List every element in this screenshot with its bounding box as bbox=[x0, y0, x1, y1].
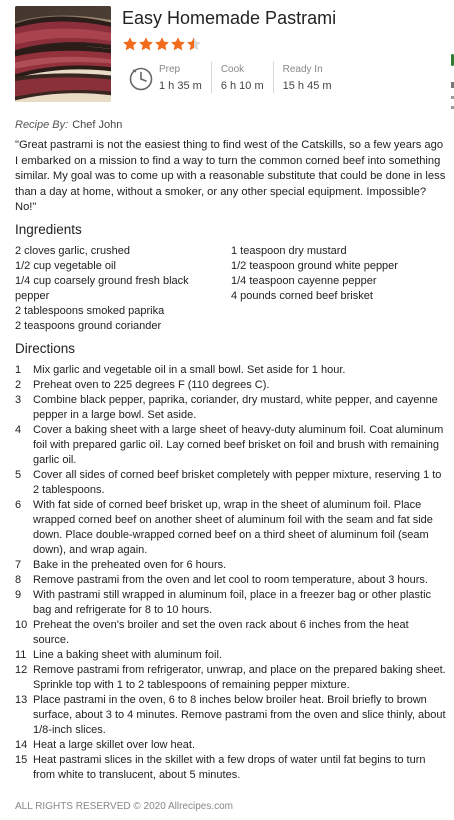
cook-time bbox=[211, 62, 273, 93]
clipped-logo-icon bbox=[450, 54, 454, 120]
ingredient-item: 1/2 cup vegetable oil bbox=[15, 260, 116, 272]
cook-time-label: Cook bbox=[220, 64, 245, 75]
ingredient-item: 1/4 teaspoon cayenne pepper bbox=[231, 275, 377, 287]
star-rating bbox=[122, 36, 202, 52]
step-number: 2 bbox=[15, 379, 22, 391]
direction-step bbox=[15, 753, 447, 783]
ready-time bbox=[273, 62, 341, 93]
prep-time bbox=[154, 62, 211, 93]
directions-heading: Directions bbox=[15, 341, 76, 356]
ingredient-item: 1/4 cup coarsely ground fresh black pepper bbox=[15, 275, 189, 302]
step-number: 3 bbox=[15, 394, 22, 406]
ingredients-column-right bbox=[231, 244, 398, 334]
direction-step bbox=[15, 423, 447, 468]
direction-step bbox=[15, 648, 447, 663]
step-number: 8 bbox=[15, 574, 22, 586]
recipe-photo bbox=[15, 6, 111, 102]
direction-step bbox=[15, 618, 447, 648]
step-number: 7 bbox=[15, 559, 22, 571]
direction-step bbox=[15, 363, 447, 378]
clock-icon bbox=[128, 66, 154, 92]
ingredients-column-left bbox=[15, 244, 215, 334]
direction-step bbox=[15, 378, 447, 393]
step-text: Bake in the preheated oven for 6 hours. bbox=[33, 559, 227, 571]
direction-step bbox=[15, 693, 447, 738]
step-text: Heat a large skillet over low heat. bbox=[33, 739, 196, 751]
step-number: 15 bbox=[15, 754, 28, 766]
step-text: Heat pastrami slices in the skillet with a few drops of water until fat begins to turn from white to translucent, about 5 minutes. bbox=[33, 754, 426, 781]
star-icon bbox=[138, 36, 154, 52]
step-text: Place pastrami in the oven, 6 to 8 inches below broiler heat. Broil briefly to brown surface, about 3 to 4 minutes. Remove pastrami from the oven and slice thinly, about 1/8-inch slices. bbox=[33, 694, 446, 736]
step-number: 14 bbox=[15, 739, 28, 751]
ingredients-list bbox=[15, 244, 445, 334]
ingredient-item: 2 tablespoons smoked paprika bbox=[15, 305, 165, 317]
step-text: Mix garlic and vegetable oil in a small bowl. Set aside for 1 hour. bbox=[33, 364, 346, 376]
ingredient-item: 1/2 teaspoon ground white pepper bbox=[231, 260, 398, 272]
direction-step bbox=[15, 738, 447, 753]
step-number: 9 bbox=[15, 589, 22, 601]
direction-step bbox=[15, 498, 447, 558]
copyright-footer: ALL RIGHTS RESERVED © 2020 Allrecipes.com bbox=[15, 801, 234, 812]
direction-step bbox=[15, 558, 447, 573]
ready-time-label: Ready In bbox=[282, 64, 323, 75]
step-text: Preheat oven to 225 degrees F (110 degrees C). bbox=[33, 379, 270, 391]
step-text: Cover a baking sheet with a large sheet of heavy-duty aluminum foil. Coat aluminum foil with prepared garlic oil. Lay corned beef brisket on foil and brush with remaining garlic oil. bbox=[33, 424, 444, 466]
step-number: 6 bbox=[15, 499, 22, 511]
recipe-title: Easy Homemade Pastrami bbox=[122, 8, 337, 28]
step-number: 4 bbox=[15, 424, 22, 436]
ingredient-item: 1 teaspoon dry mustard bbox=[231, 245, 347, 257]
step-text: Line a baking sheet with aluminum foil. bbox=[33, 649, 222, 661]
step-text: Preheat the oven's broiler and set the oven rack about 6 inches from the heat source. bbox=[33, 619, 409, 646]
recipe-author bbox=[15, 119, 122, 131]
recipe-author-name: Chef John bbox=[72, 119, 123, 131]
step-text: Cover all sides of corned beef brisket completely with pepper mixture, reserving 1 to 2 tablespoons. bbox=[33, 469, 442, 496]
step-number: 10 bbox=[15, 619, 28, 631]
step-number: 5 bbox=[15, 469, 22, 481]
pastrami-image bbox=[15, 6, 111, 102]
star-icon bbox=[170, 36, 186, 52]
directions-list bbox=[15, 363, 447, 783]
recipe-author-label: Recipe By: bbox=[15, 119, 69, 131]
star-icon bbox=[154, 36, 170, 52]
ready-time-value: 15 h 45 m bbox=[282, 80, 332, 92]
recipe-times bbox=[128, 62, 341, 93]
step-text: Combine black pepper, paprika, coriander, dry mustard, white pepper, and cayenne pepper in a large bowl. Set aside. bbox=[33, 394, 438, 421]
direction-step bbox=[15, 663, 447, 693]
step-text: Remove pastrami from refrigerator, unwrap, and place on the prepared baking sheet. Sprinkle top with 1 to 2 tablespoons of remaining pepper mixture. bbox=[33, 664, 446, 691]
star-icon bbox=[122, 36, 138, 52]
recipe-description: "Great pastrami is not the easiest thing to find west of the Catskills, so a few years ago I embarked on a mission to find a way to turn the common corned beef into something similar. My goal was to come up with a reasonable substitute that could be done in less than a day at home, without a smoker, or any other special equipment. Impossible? No!" bbox=[15, 139, 446, 214]
prep-time-label: Prep bbox=[159, 64, 181, 75]
step-number: 12 bbox=[15, 664, 28, 676]
ingredients-heading: Ingredients bbox=[15, 222, 82, 237]
step-text: Remove pastrami from the oven and let cool to room temperature, about 3 hours. bbox=[33, 574, 428, 586]
prep-time-value: 1 h 35 m bbox=[159, 80, 202, 92]
clipped-side-content bbox=[450, 54, 454, 120]
direction-step bbox=[15, 573, 447, 588]
direction-step bbox=[15, 468, 447, 498]
ingredient-item: 2 cloves garlic, crushed bbox=[15, 245, 130, 257]
step-number: 11 bbox=[15, 649, 27, 661]
step-text: With pastrami still wrapped in aluminum foil, place in a freezer bag or other plastic bag and refrigerate for 8 to 10 hours. bbox=[33, 589, 432, 616]
ingredient-item: 4 pounds corned beef brisket bbox=[231, 290, 373, 302]
step-number: 1 bbox=[15, 364, 22, 376]
step-text: With fat side of corned beef brisket up, wrap in the sheet of aluminum foil. Place wrapped corned beef on another sheet of aluminum foil with the seam and fat side down. Place double-wrapped corned beef on a third sheet of aluminum foil (seam down), and wrap again. bbox=[33, 499, 433, 556]
step-number: 13 bbox=[15, 694, 28, 706]
ingredient-item: 2 teaspoons ground coriander bbox=[15, 320, 162, 332]
direction-step bbox=[15, 588, 447, 618]
star-icon bbox=[186, 36, 202, 52]
cook-time-value: 6 h 10 m bbox=[220, 80, 264, 92]
direction-step bbox=[15, 393, 447, 423]
